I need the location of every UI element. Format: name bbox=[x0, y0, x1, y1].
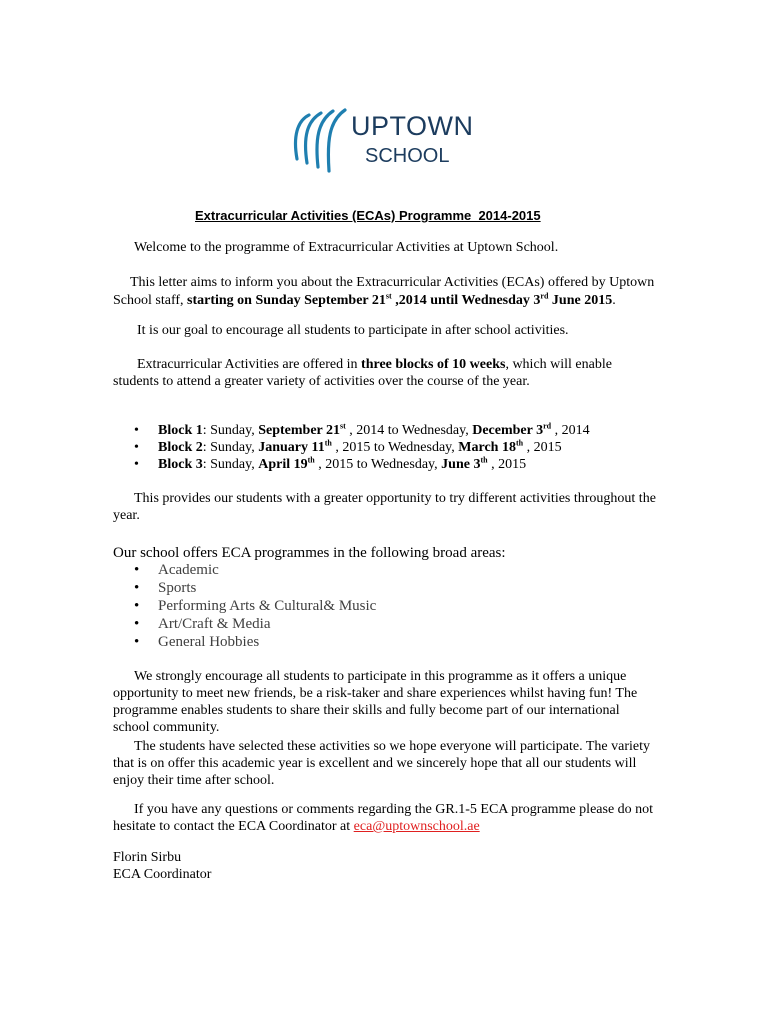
opportunity-paragraph: This provides our students with a greater opportunity to try different activities throughout the year. bbox=[113, 491, 656, 523]
list-item: • Academic bbox=[113, 561, 658, 579]
list-item: • Block 2: Sunday, January 11th , 2015 to Wednesday, March 18th , 2015 bbox=[113, 439, 658, 456]
logo-text-uptown: UPTOWN bbox=[351, 111, 474, 141]
email-link[interactable]: eca@uptownschool.ae bbox=[353, 819, 480, 834]
goal-paragraph: It is our goal to encourage all students to participate in after school activities. bbox=[137, 323, 569, 338]
areas-list bbox=[113, 561, 658, 651]
encourage-paragraph: We strongly encourage all students to participate in this programme as it offers a unique opportunity to meet new friends, be a risk-taker and share experiences whilst having fun! The programme enables students to share their skills and fully become part of our international school community. bbox=[113, 669, 638, 735]
signature-name: Florin Sirbu bbox=[113, 850, 182, 865]
list-item: • Performing Arts & Cultural& Music bbox=[113, 597, 658, 615]
school-logo bbox=[287, 107, 474, 177]
list-item: • Block 1: Sunday, September 21st , 2014 to Wednesday, December 3rd , 2014 bbox=[113, 422, 658, 439]
questions-paragraph: If you have any questions or comments regarding the GR.1-5 ECA programme please do not hesitate to contact the ECA Coordinator at eca@uptownschool.ae bbox=[113, 802, 654, 834]
signature-role: ECA Coordinator bbox=[113, 867, 212, 882]
blocks-list bbox=[113, 422, 658, 473]
page-title: Extracurricular Activities (ECAs) Programme 2014-2015 bbox=[195, 208, 541, 223]
list-item: • Block 3: Sunday, April 19th , 2015 to Wednesday, June 3th , 2015 bbox=[113, 456, 658, 473]
areas-heading: Our school offers ECA programmes in the following broad areas: bbox=[113, 545, 506, 561]
letter-paragraph: This letter aims to inform you about the Extracurricular Activities (ECAs) offered by Uptown School staff, starting on Sunday September 21st ,2014 until Wednesday 3rd June 2015. bbox=[113, 275, 655, 308]
list-item: • Art/Craft & Media bbox=[113, 615, 658, 633]
selected-paragraph: The students have selected these activities so we hope everyone will participate. The variety that is on offer this academic year is excellent and we sincerely hope that all our students will enjoy their time after school. bbox=[113, 739, 650, 788]
logo-text-school: SCHOOL bbox=[365, 145, 450, 167]
blocks-intro-paragraph: Extracurricular Activities are offered in three blocks of 10 weeks, which will enable students to attend a greater variety of activities over the course of the year. bbox=[113, 357, 612, 389]
welcome-paragraph: Welcome to the programme of Extracurricular Activities at Uptown School. bbox=[134, 240, 559, 255]
list-item: • Sports bbox=[113, 579, 658, 597]
swoosh-logo-icon bbox=[287, 107, 349, 177]
list-item: • General Hobbies bbox=[113, 633, 658, 651]
